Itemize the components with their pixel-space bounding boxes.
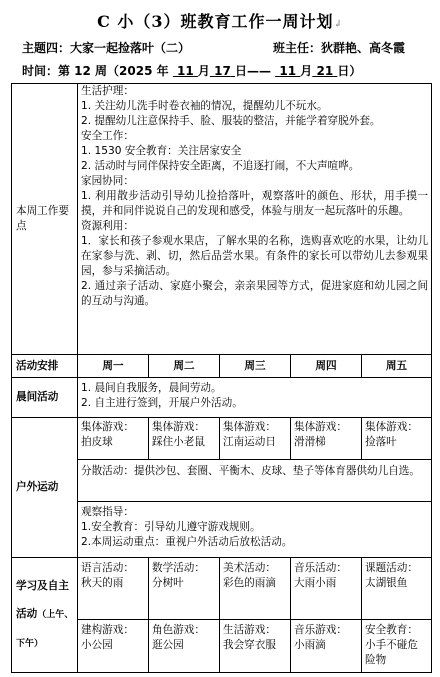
range-separator: 日—— — [235, 64, 276, 78]
morning-label: 晨间活动 — [12, 378, 78, 418]
learning-am-fri — [362, 558, 432, 620]
activity-name: 大雨小雨 — [294, 577, 337, 589]
learning-am-mon — [78, 558, 149, 620]
game-name: 踩住小老鼠 — [152, 436, 205, 448]
weekly-focus-line: 2. 通过亲子活动、家庭小聚会，亲亲果园等方式，促进家庭和幼儿园之间的互动与沟通。 — [81, 280, 429, 307]
learning-label-sub: （上午、下午） — [16, 610, 74, 649]
start-day: 17 — [214, 64, 231, 78]
outdoor-game-tue — [149, 418, 220, 460]
learning-pm-wed — [220, 620, 291, 673]
outdoor-observation — [78, 502, 432, 558]
start-month-unit: 月 — [197, 64, 210, 78]
game-type: 集体游戏： — [294, 421, 347, 433]
game-name: 捡落叶 — [365, 436, 397, 448]
activity-name: 小公园 — [81, 639, 113, 651]
activity-type: 音乐活动： — [294, 562, 347, 574]
day-header-fri: 周五 — [362, 355, 432, 378]
activity-name: 我会穿衣服 — [223, 639, 276, 651]
activity-name: 彩色的雨滴 — [223, 577, 276, 589]
learning-pm-fri — [362, 620, 432, 673]
weekly-focus-line: 安全工作： — [81, 130, 134, 142]
weekly-focus-line: 家园协同： — [81, 175, 134, 187]
weekly-focus-line: 2. 提醒幼儿注意保持手、脸、服装的整洁，并能学着穿脱外套。 — [81, 115, 381, 127]
learning-am-wed — [220, 558, 291, 620]
weekly-focus-line: 1. 关注幼儿洗手时卷衣袖的情况，提醒幼儿不玩水。 — [81, 100, 328, 112]
game-name: 拍皮球 — [81, 436, 113, 448]
activity-type: 数学活动： — [152, 562, 205, 574]
learning-am-tue — [149, 558, 220, 620]
morning-content — [78, 378, 432, 418]
weekly-plan-table — [11, 83, 432, 673]
activity-type: 角色游戏： — [152, 624, 205, 636]
day-header-mon: 周一 — [78, 355, 149, 378]
weekly-focus-line: 1. 利用散步活动引导幼儿捡拾落叶，观察落叶的颜色、形状，用手摸一摸，并和同伴说说自己的发现和感受，体验与朋友一起玩落叶的乐趣。 — [81, 190, 429, 217]
activity-name: 小雨滴 — [294, 639, 326, 651]
weekly-focus-line: 1．家长和孩子参观水果店，了解水果的名称，选购喜欢吃的水果，让幼儿在家参与洗、剥、切，然后品尝水果。有条件的家长可以带幼儿去参观果园，参与采摘活动。 — [81, 235, 429, 277]
game-name: 滑滑梯 — [294, 436, 326, 448]
end-month: 11 — [279, 64, 297, 78]
day-header-thu: 周四 — [291, 355, 362, 378]
theme-label: 主题四：大家一起捡落叶（二） — [22, 41, 191, 55]
game-name: 江南运动日 — [223, 436, 276, 448]
weekly-focus-line: 1. 1530 安全教育：关注居家安全 — [81, 145, 242, 157]
morning-line: 2. 自主进行签到，开展户外活动。 — [81, 397, 243, 409]
observation-line: 1.安全教育：引导幼儿遵守游戏规则。 — [81, 521, 261, 533]
weekly-focus-line: 2. 活动时与同伴保持安全距离，不追逐打闹，不大声喧哗。 — [81, 160, 360, 172]
learning-am-thu — [291, 558, 362, 620]
activity-type: 安全教育： — [365, 624, 418, 636]
teacher-label: 班主任：狄群艳、高冬霞 — [273, 41, 406, 55]
activity-type: 美术活动： — [223, 562, 276, 574]
learning-label — [12, 558, 78, 673]
observation-line: 观察指导： — [81, 506, 134, 518]
outdoor-game-fri — [362, 418, 432, 460]
time-label: 时间：第 12 周（2025 年 — [22, 64, 169, 78]
activity-type: 课题活动： — [365, 562, 418, 574]
activity-name: 分树叶 — [152, 577, 184, 589]
activity-name: 秋天的雨 — [81, 577, 124, 589]
learning-pm-tue — [149, 620, 220, 673]
end-day: 21 — [316, 64, 334, 78]
learning-label-main: 学习及自主活动 — [16, 580, 69, 620]
activity-name: 太湖银鱼 — [365, 577, 408, 589]
game-type: 集体游戏： — [81, 421, 134, 433]
observation-line: 2.本周运动重点：重视户外活动后放松活动。 — [81, 536, 293, 548]
outdoor-label: 户外运动 — [12, 418, 78, 558]
start-month: 11 — [177, 64, 194, 78]
activity-type: 语言活动： — [81, 562, 134, 574]
schedule-label: 活动安排 — [12, 355, 78, 378]
activity-type: 建构游戏： — [81, 624, 134, 636]
activity-type: 生活游戏： — [223, 624, 276, 636]
game-type: 集体游戏： — [365, 421, 418, 433]
weekly-focus-line: 生活护理： — [81, 85, 134, 97]
outdoor-free-play: 分散活动：提供沙包、套圈、平衡木、皮球、垫子等体育器供幼儿自选。 — [78, 460, 432, 502]
outdoor-game-mon — [78, 418, 149, 460]
day-header-wed: 周三 — [220, 355, 291, 378]
outdoor-game-wed — [220, 418, 291, 460]
end-month-unit: 月 — [300, 64, 313, 78]
game-type: 集体游戏： — [223, 421, 276, 433]
header-time-row — [22, 62, 430, 79]
page-title: C 小（3）班教育工作一周计划↲ — [97, 12, 343, 31]
outdoor-game-thu — [291, 418, 362, 460]
weekly-focus-line: 资源利用： — [81, 220, 134, 232]
weekly-focus-label: 本周工作要点 — [12, 84, 78, 355]
game-type: 集体游戏： — [152, 421, 205, 433]
activity-type: 音乐游戏： — [294, 624, 347, 636]
learning-pm-thu — [291, 620, 362, 673]
activity-name: 小手不碰危险物 — [365, 639, 418, 666]
learning-pm-mon — [78, 620, 149, 673]
day-header-tue: 周二 — [149, 355, 220, 378]
end-day-unit: 日） — [337, 64, 362, 78]
weekly-focus-content — [78, 84, 432, 355]
morning-line: 1. 晨间自我服务，晨间劳动。 — [81, 382, 222, 394]
activity-name: 逛公园 — [152, 639, 184, 651]
